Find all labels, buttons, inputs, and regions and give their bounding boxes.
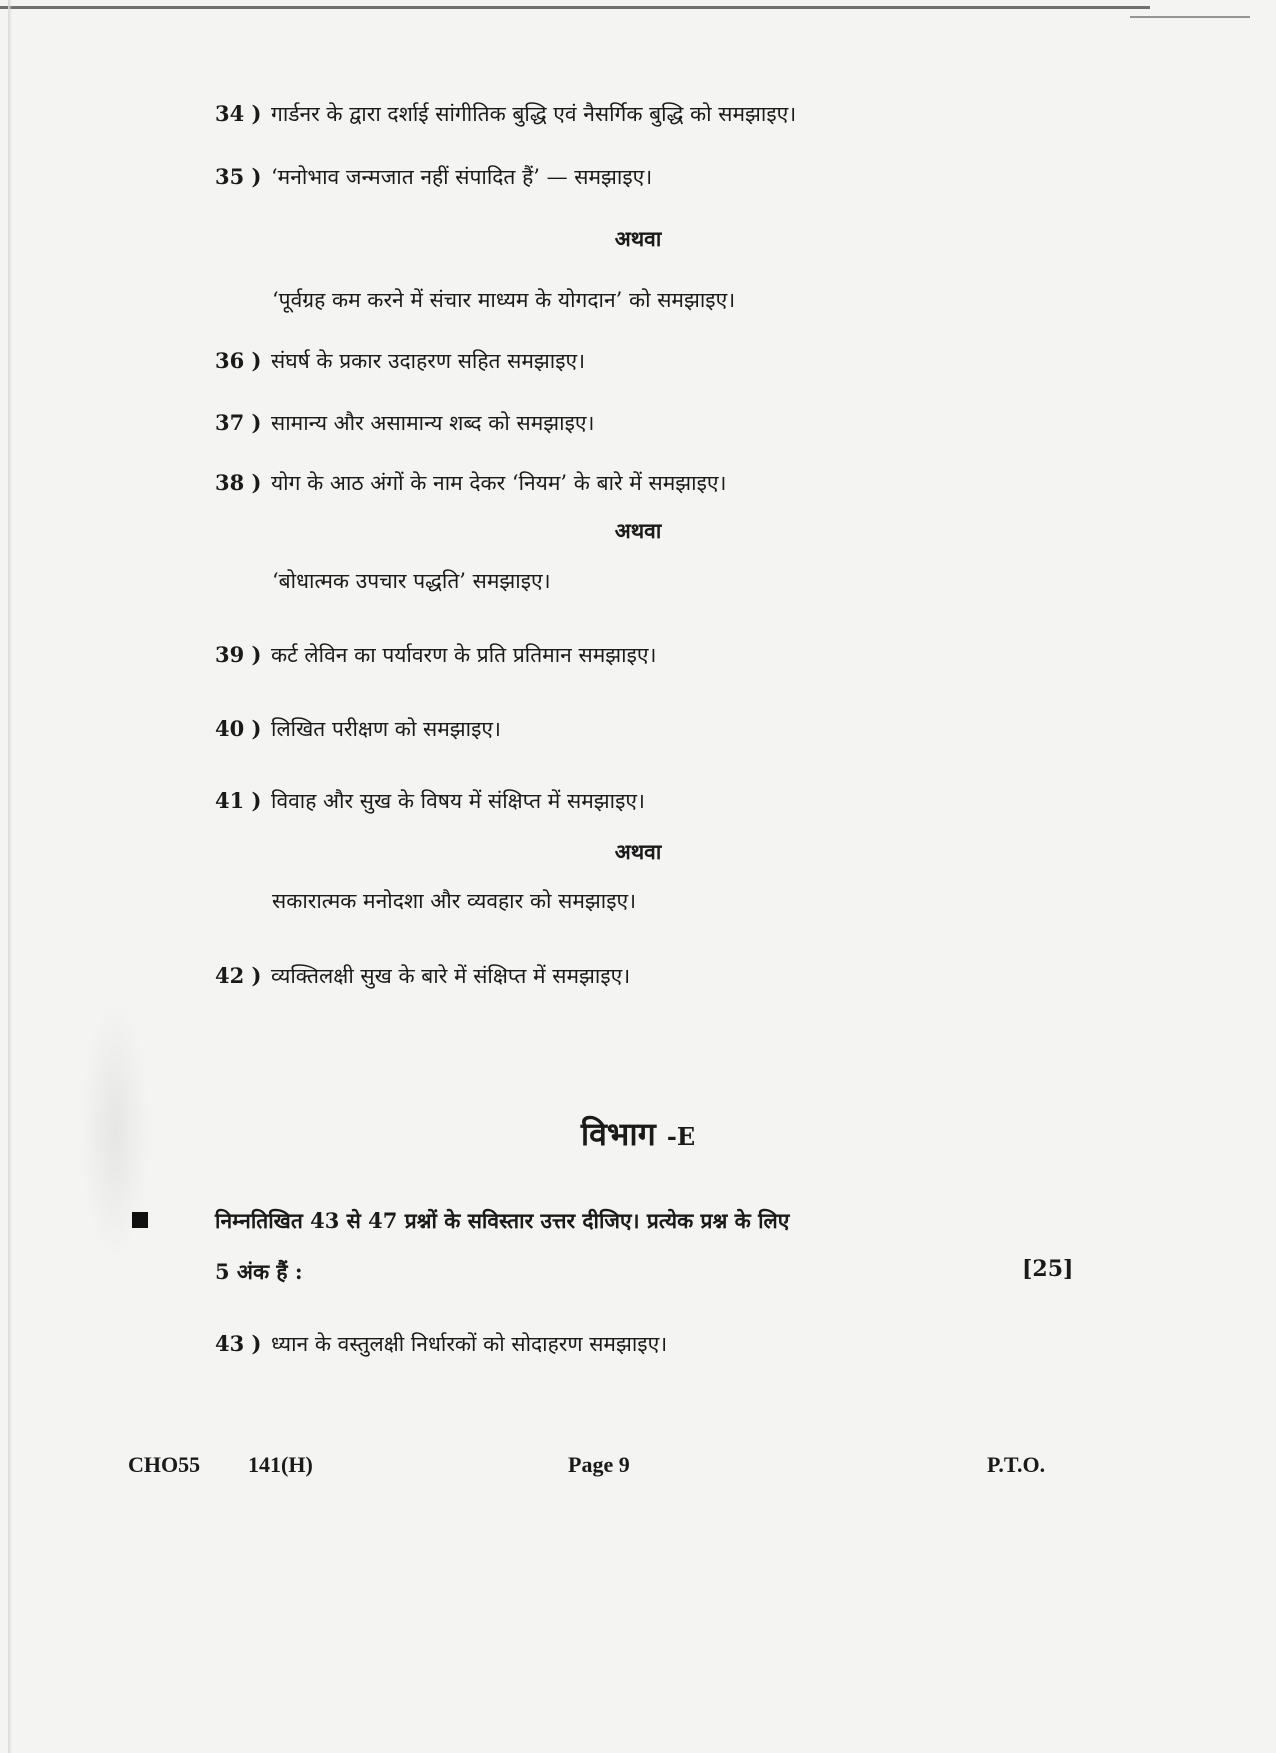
question-number: 34 ): [215, 101, 262, 126]
question-35: [215, 163, 652, 191]
question-text: योग के आठ अंगों के नाम देकर ‘नियम’ के बारे में समझाइए।: [271, 471, 727, 495]
or-label: अथवा: [614, 518, 662, 543]
footer-code-2: 141(H): [248, 1452, 313, 1477]
instruction-line-2: 5 अंक हैं :: [215, 1259, 303, 1284]
question-41: [215, 787, 645, 815]
footer-page-number: Page 9: [568, 1452, 630, 1477]
question-43: [215, 1330, 667, 1358]
question-42: [215, 962, 630, 990]
question-text: व्यक्तिलक्षी सुख के बारे में संक्षिप्त में समझाइए।: [271, 964, 631, 988]
footer-code-1: CHO55: [128, 1452, 201, 1477]
alternative-question: ‘बोधात्मक उपचार पद्धति’ समझाइए।: [272, 569, 551, 593]
question-text: कर्ट लेविन का पर्यावरण के प्रति प्रतिमान समझाइए।: [271, 643, 657, 667]
question-number: 39 ): [215, 642, 262, 667]
question-text: विवाह और सुख के विषय में संक्षिप्त में समझाइए।: [271, 789, 645, 813]
scan-edge-line: [0, 6, 1150, 9]
question-number: 38 ): [215, 470, 262, 495]
question-text: गार्डनर के द्वारा दर्शाई सांगीतिक बुद्धि एवं नैसर्गिक बुद्धि को समझाइए।: [271, 102, 797, 126]
question-36: [215, 347, 585, 375]
question-text: लिखित परीक्षण को समझाइए।: [271, 717, 502, 741]
question-39: [215, 641, 656, 669]
question-text: सामान्य और असामान्य शब्द को समझाइए।: [271, 411, 595, 435]
square-bullet-icon: [132, 1212, 148, 1228]
alternative-question: ‘पूर्वग्रह कम करने में संचार माध्यम के योगदान’ को समझाइए।: [272, 288, 736, 312]
question-text: संघर्ष के प्रकार उदाहरण सहित समझाइए।: [271, 349, 586, 373]
question-38: [215, 469, 726, 497]
or-label: अथवा: [614, 226, 662, 251]
section-marks: [25]: [1022, 1256, 1074, 1282]
question-37: [215, 409, 594, 437]
scan-edge-line: [1130, 16, 1250, 18]
question-number: 43 ): [215, 1331, 262, 1356]
or-label: अथवा: [614, 839, 662, 864]
scan-left-edge: [8, 0, 12, 1753]
section-title: विभाग: [580, 1115, 656, 1153]
question-number: 36 ): [215, 348, 262, 373]
question-number: 41 ): [215, 788, 262, 813]
question-number: 40 ): [215, 716, 262, 741]
footer-pto: P.T.O.: [987, 1452, 1046, 1477]
question-text: ‘मनोभाव जन्मजात नहीं संपादित हैं’ — समझाइए।: [271, 165, 653, 189]
section-heading: [0, 1112, 1276, 1155]
question-40: [215, 715, 501, 743]
question-text: ध्यान के वस्तुलक्षी निर्धारकों को सोदाहरण समझाइए।: [271, 1332, 668, 1356]
question-number: 42 ): [215, 963, 262, 988]
alternative-question: सकारात्मक मनोदशा और व्यवहार को समझाइए।: [272, 889, 637, 913]
instruction-line-1: निम्नतिखित 43 से 47 प्रश्नों के सविस्तार उत्तर दीजिए। प्रत्येक प्रश्न के लिए: [215, 1208, 790, 1233]
question-number: 37 ): [215, 410, 262, 435]
question-34: [215, 100, 796, 128]
question-number: 35 ): [215, 164, 262, 189]
section-suffix: -E: [666, 1122, 696, 1151]
